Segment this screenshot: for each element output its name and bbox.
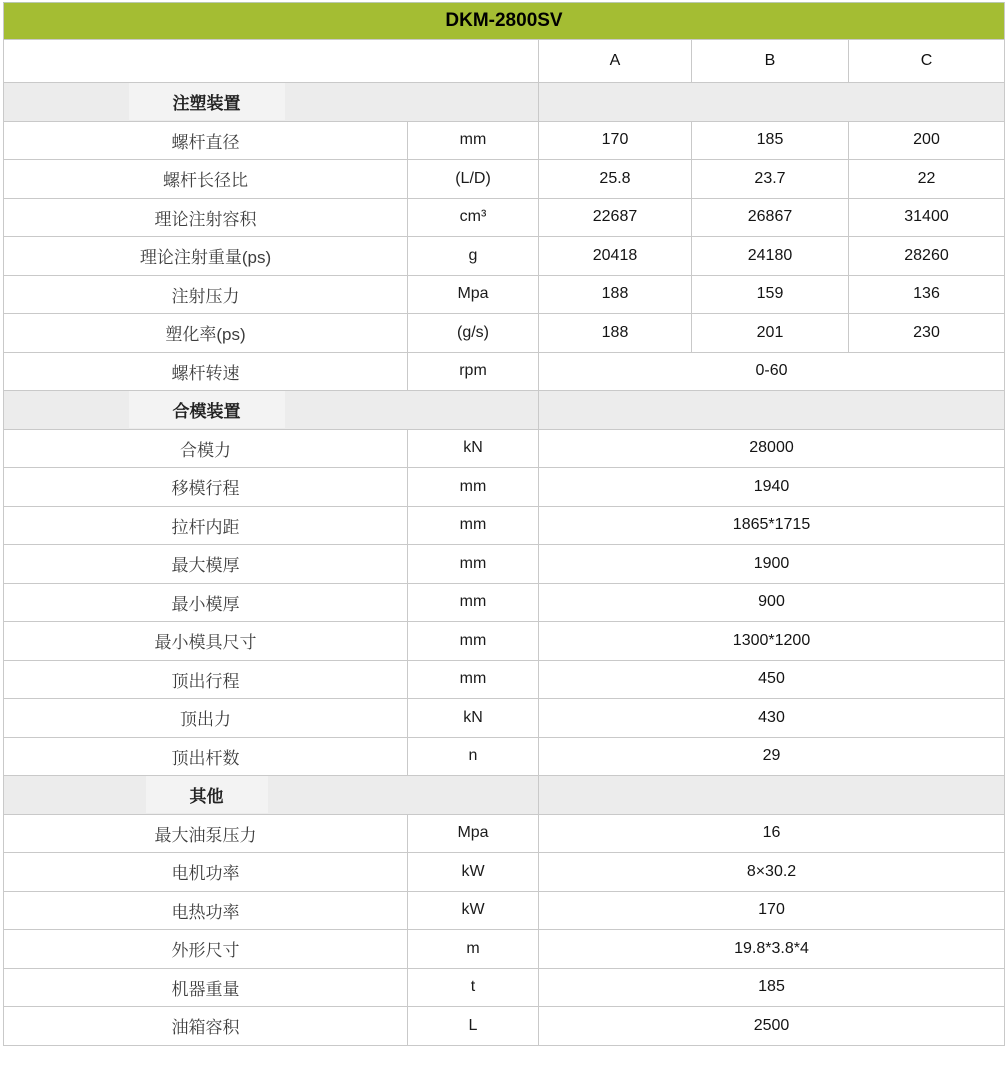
spec-row <box>4 160 1005 199</box>
param-label-cell: 螺杆直径 <box>4 121 408 160</box>
title-row <box>4 3 1005 40</box>
value-cell-merged: 1900 <box>539 545 1005 584</box>
column-header-c: C <box>849 40 1005 83</box>
model-title: DKM-2800SV <box>4 3 1005 40</box>
spec-row <box>4 545 1005 584</box>
unit-cell: mm <box>408 583 539 622</box>
unit-cell: L <box>408 1007 539 1046</box>
column-header-b: B <box>692 40 849 83</box>
section-label: 其他 <box>146 776 268 813</box>
param-label-cell: 合模力 <box>4 429 408 468</box>
unit-cell: Mpa <box>408 814 539 853</box>
param-label-cell: 顶出杆数 <box>4 737 408 776</box>
unit-cell: mm <box>408 506 539 545</box>
unit-cell: mm <box>408 121 539 160</box>
value-cell: 170 <box>539 121 692 160</box>
value-cell: 188 <box>539 275 692 314</box>
value-cell: 201 <box>692 314 849 353</box>
spec-table <box>3 2 1005 1046</box>
spec-row <box>4 429 1005 468</box>
unit-cell: kN <box>408 699 539 738</box>
unit-cell: kW <box>408 853 539 892</box>
section-spacer-cell <box>539 83 1005 122</box>
unit-cell: rpm <box>408 352 539 391</box>
value-cell: 24180 <box>692 237 849 276</box>
section-label-wrap <box>4 83 409 120</box>
spec-row <box>4 891 1005 930</box>
param-label-cell: 油箱容积 <box>4 1007 408 1046</box>
param-label-cell: 理论注射容积 <box>4 198 408 237</box>
section-label-cell <box>4 83 539 122</box>
param-label-cell: 最小模具尺寸 <box>4 622 408 661</box>
param-label-cell: 理论注射重量(ps) <box>4 237 408 276</box>
spec-row <box>4 622 1005 661</box>
unit-cell: Mpa <box>408 275 539 314</box>
value-cell-merged: 900 <box>539 583 1005 622</box>
blank-corner-cell <box>4 40 539 83</box>
section-spacer-cell <box>539 391 1005 430</box>
spec-row <box>4 968 1005 1007</box>
spec-row <box>4 660 1005 699</box>
spec-row <box>4 314 1005 353</box>
param-label-cell: 最小模厚 <box>4 583 408 622</box>
section-label-cell <box>4 776 539 815</box>
value-cell: 22687 <box>539 198 692 237</box>
column-header-a: A <box>539 40 692 83</box>
value-cell: 31400 <box>849 198 1005 237</box>
unit-cell: g <box>408 237 539 276</box>
value-cell-merged: 16 <box>539 814 1005 853</box>
spec-row <box>4 352 1005 391</box>
spec-row <box>4 275 1005 314</box>
value-cell: 26867 <box>692 198 849 237</box>
param-label-cell: 外形尺寸 <box>4 930 408 969</box>
param-label-cell: 电机功率 <box>4 853 408 892</box>
unit-cell: (g/s) <box>408 314 539 353</box>
value-cell: 136 <box>849 275 1005 314</box>
unit-cell: m <box>408 930 539 969</box>
param-label-cell: 移模行程 <box>4 468 408 507</box>
param-label-cell: 机器重量 <box>4 968 408 1007</box>
spec-row <box>4 853 1005 892</box>
column-header-row <box>4 40 1005 83</box>
value-cell-merged: 1300*1200 <box>539 622 1005 661</box>
value-cell: 25.8 <box>539 160 692 199</box>
param-label-cell: 最大油泵压力 <box>4 814 408 853</box>
value-cell-merged: 29 <box>539 737 1005 776</box>
value-cell: 28260 <box>849 237 1005 276</box>
value-cell-merged: 2500 <box>539 1007 1005 1046</box>
spec-row <box>4 814 1005 853</box>
value-cell-merged: 1940 <box>539 468 1005 507</box>
param-label-cell: 顶出力 <box>4 699 408 738</box>
value-cell: 20418 <box>539 237 692 276</box>
section-spacer-cell <box>539 776 1005 815</box>
unit-cell: mm <box>408 545 539 584</box>
spec-row <box>4 930 1005 969</box>
value-cell-merged: 430 <box>539 699 1005 738</box>
section-row <box>4 776 1005 815</box>
spec-row <box>4 237 1005 276</box>
param-label-cell: 电热功率 <box>4 891 408 930</box>
section-row <box>4 391 1005 430</box>
param-label-cell: 拉杆内距 <box>4 506 408 545</box>
value-cell: 200 <box>849 121 1005 160</box>
param-label-cell: 螺杆长径比 <box>4 160 408 199</box>
spec-row <box>4 506 1005 545</box>
value-cell-merged: 8×30.2 <box>539 853 1005 892</box>
unit-cell: (L/D) <box>408 160 539 199</box>
value-cell-merged: 170 <box>539 891 1005 930</box>
value-cell-merged: 450 <box>539 660 1005 699</box>
section-label-wrap <box>4 776 409 813</box>
value-cell: 23.7 <box>692 160 849 199</box>
spec-row <box>4 468 1005 507</box>
value-cell: 230 <box>849 314 1005 353</box>
unit-cell: mm <box>408 622 539 661</box>
value-cell: 22 <box>849 160 1005 199</box>
value-cell: 188 <box>539 314 692 353</box>
value-cell: 185 <box>692 121 849 160</box>
spec-row <box>4 198 1005 237</box>
spec-row <box>4 737 1005 776</box>
unit-cell: n <box>408 737 539 776</box>
value-cell-merged: 0-60 <box>539 352 1005 391</box>
section-label: 合模装置 <box>129 391 285 428</box>
value-cell-merged: 28000 <box>539 429 1005 468</box>
value-cell: 159 <box>692 275 849 314</box>
unit-cell: mm <box>408 468 539 507</box>
section-label-wrap <box>4 391 409 428</box>
spec-row <box>4 1007 1005 1046</box>
spec-row <box>4 699 1005 738</box>
unit-cell: kN <box>408 429 539 468</box>
unit-cell: cm³ <box>408 198 539 237</box>
spec-row <box>4 121 1005 160</box>
section-label-cell <box>4 391 539 430</box>
param-label-cell: 塑化率(ps) <box>4 314 408 353</box>
section-row <box>4 83 1005 122</box>
param-label-cell: 顶出行程 <box>4 660 408 699</box>
unit-cell: kW <box>408 891 539 930</box>
value-cell-merged: 19.8*3.8*4 <box>539 930 1005 969</box>
spec-row <box>4 583 1005 622</box>
unit-cell: mm <box>408 660 539 699</box>
param-label-cell: 注射压力 <box>4 275 408 314</box>
param-label-cell: 最大模厚 <box>4 545 408 584</box>
value-cell-merged: 185 <box>539 968 1005 1007</box>
param-label-cell: 螺杆转速 <box>4 352 408 391</box>
section-label: 注塑装置 <box>129 83 285 120</box>
value-cell-merged: 1865*1715 <box>539 506 1005 545</box>
unit-cell: t <box>408 968 539 1007</box>
